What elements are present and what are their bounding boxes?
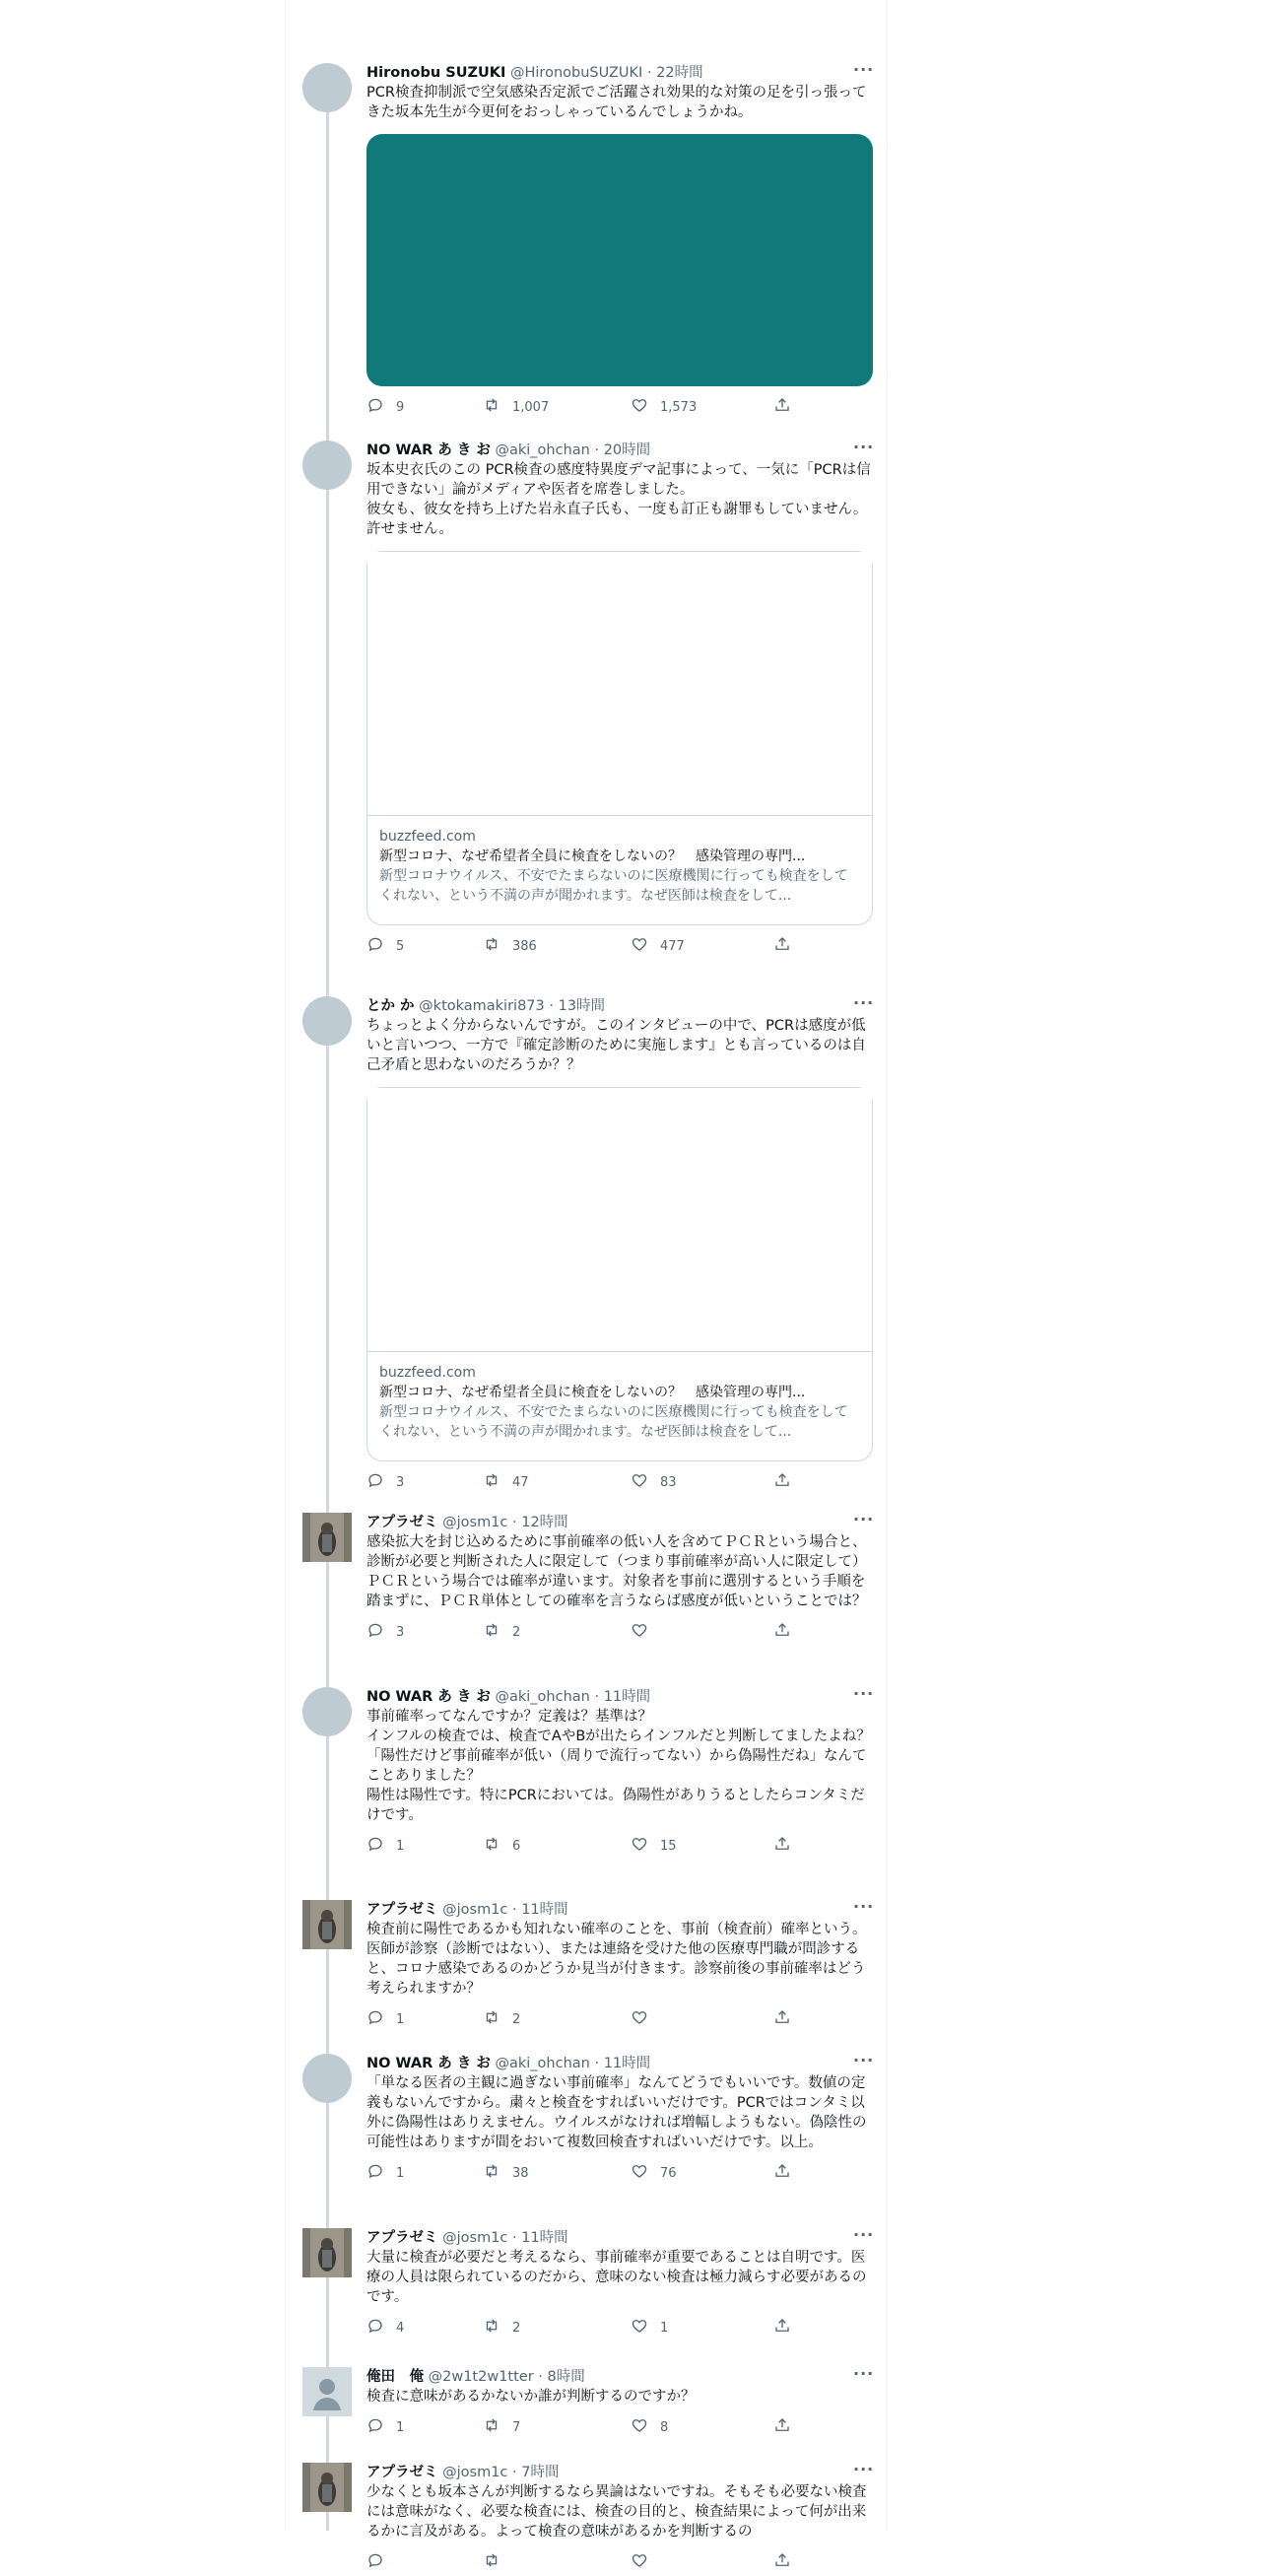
tweet-time[interactable]: · 7時間 — [512, 2465, 560, 2480]
reply-count: 9 — [396, 400, 405, 415]
like-button[interactable] — [631, 937, 685, 957]
avatar[interactable] — [302, 2463, 352, 2512]
reply-count: 1 — [396, 2420, 405, 2435]
like-button[interactable] — [631, 2553, 660, 2573]
tweet-actions — [366, 2418, 873, 2438]
avatar[interactable] — [302, 441, 352, 490]
reply-icon — [366, 2317, 396, 2341]
link-card-title: 新型コロナ、なぜ希望者全員に検査をしないの？ 感染管理の専門... — [379, 1385, 806, 1400]
reply-button[interactable] — [366, 1623, 404, 1643]
author-name[interactable]: Hironobu SUZUKI — [366, 65, 506, 81]
share-button[interactable] — [773, 398, 803, 418]
share-button[interactable] — [773, 2418, 803, 2438]
share-button[interactable] — [773, 1473, 803, 1493]
avatar[interactable] — [302, 63, 352, 112]
heart-icon — [631, 935, 660, 960]
more-options-icon[interactable]: ··· — [853, 2364, 875, 2383]
share-button[interactable] — [773, 2010, 803, 2030]
tweet-actions — [366, 937, 873, 957]
tweet-time[interactable]: · 11時間 — [512, 1902, 568, 1918]
share-icon — [773, 2551, 803, 2576]
like-count: 477 — [660, 939, 685, 954]
avatar[interactable] — [302, 996, 352, 1046]
retweet-count: 7 — [512, 2420, 521, 2435]
reply-count: 1 — [396, 1839, 405, 1854]
share-button[interactable] — [773, 937, 803, 957]
tweet-time[interactable]: · 20時間 — [594, 442, 651, 458]
author-handle[interactable]: @HironobuSUZUKI — [510, 65, 643, 81]
author-handle[interactable]: @aki_ohchan — [495, 1689, 590, 1705]
author-name[interactable]: アプラゼミ — [366, 1515, 438, 1530]
avatar[interactable] — [302, 1513, 352, 1562]
reply-button[interactable] — [366, 1473, 404, 1493]
tweet-text: 坂本史衣氏のこの PCR検査の感度特異度デマ記事によって、一気に「PCRは信用できない」論がメディアや医者を席巻しました。 彼女も、彼女を持ち上げた岩永直子氏も、一度も訂正も謝罪もしていません。 許せません。 — [366, 462, 871, 537]
share-icon — [773, 396, 803, 421]
like-button[interactable] — [631, 2164, 677, 2184]
like-button[interactable] — [631, 2010, 660, 2030]
tweet-time[interactable]: · 11時間 — [594, 2056, 651, 2071]
retweet-icon — [483, 2317, 512, 2341]
retweet-count: 2 — [512, 2321, 521, 2336]
tweet-text: ちょっとよく分からないんですが。このインタビューの中で、PCRは感度が低いと言いつつ、一方で『確定診断のために実施します』とも言っているのは自己矛盾と思わないのだろうか？？ — [366, 1018, 866, 1073]
like-button[interactable] — [631, 1473, 677, 1493]
tweet-text: 検査前に陽性であるかも知れない確率のことを、事前（検査前）確率という。医師が診察（診断ではない）、または連絡を受けた他の医療専門職が問診すると、コロナ感染であるのかどうか見当が付きます。診察前後の事前確率はどう考えられますか？ — [366, 1922, 867, 1997]
share-button[interactable] — [773, 2319, 803, 2339]
reply-button[interactable] — [366, 2164, 404, 2184]
reply-button[interactable] — [366, 2553, 396, 2573]
more-options-icon[interactable]: ··· — [853, 1510, 875, 1528]
retweet-button[interactable] — [483, 2319, 520, 2339]
reply-button[interactable] — [366, 937, 404, 957]
tweet-text: 感染拡大を封じ込めるために事前確率の低い人を含めてＰＣＲという場合と、診断が必要と判断された人に限定して（つまり事前確率が高い人に限定して）ＰＣＲという場合では確率が違います。対象者を事前に選別するという手順を踏まずに、ＰＣＲ単体としての確率を言うならば感度が低いということでは？ — [366, 1534, 867, 1609]
retweet-button[interactable] — [483, 2010, 520, 2030]
heart-icon — [631, 2317, 660, 2341]
reply-icon — [366, 935, 396, 960]
retweet-count: 47 — [512, 1475, 529, 1490]
more-options-icon[interactable]: ··· — [853, 2460, 875, 2478]
reply-count: 5 — [396, 939, 405, 954]
tweet-actions — [366, 1837, 873, 1857]
avatar[interactable] — [302, 1687, 352, 1736]
reply-button[interactable] — [366, 398, 404, 418]
heart-icon — [631, 1471, 660, 1496]
author-name[interactable]: NO WAR あ き お — [366, 2056, 491, 2071]
share-button[interactable] — [773, 2164, 803, 2184]
like-count: 76 — [660, 2166, 677, 2181]
tweet-text: 「単なる医者の主観に過ぎない事前確率」なんてどうでもいいです。数値の定義もないんですから。粛々と検査をすればいいだけです。PCRではコンタミ以外に偽陽性はありえません。ウイルスがなければ増幅しようもない。偽陰性の可能性はありますが間をおいて複数回検査すればいいだけです。以上。 — [366, 2075, 867, 2150]
reply-icon — [366, 396, 396, 421]
tweet-actions — [366, 1473, 873, 1493]
reply-button[interactable] — [366, 2319, 404, 2339]
author-handle[interactable]: @2w1t2w1tter — [428, 2369, 534, 2385]
retweet-button[interactable] — [483, 398, 549, 418]
share-icon — [773, 2416, 803, 2441]
reply-icon — [366, 1835, 396, 1860]
retweet-icon — [483, 1471, 512, 1496]
avatar[interactable] — [302, 2228, 352, 2277]
heart-icon — [631, 2551, 660, 2576]
more-options-icon[interactable]: ··· — [853, 1684, 875, 1703]
tweet-actions — [366, 2010, 873, 2030]
author-name[interactable]: NO WAR あ き お — [366, 1689, 491, 1705]
like-button[interactable] — [631, 2319, 668, 2339]
reply-count: 3 — [396, 1475, 405, 1490]
retweet-count: 38 — [512, 2166, 529, 2181]
share-button[interactable] — [773, 1623, 803, 1643]
tweet-actions — [366, 1623, 873, 1643]
retweet-button[interactable] — [483, 2553, 512, 2573]
retweet-count: 2 — [512, 2012, 521, 2027]
tweet-time[interactable]: · 12時間 — [512, 1515, 568, 1530]
tweet-actions — [366, 2164, 873, 2184]
reply-icon — [366, 2551, 396, 2576]
author-handle[interactable]: @josm1c — [442, 1515, 508, 1530]
retweet-icon — [483, 1835, 512, 1860]
link-card-domain: buzzfeed.com — [379, 829, 476, 845]
like-count: 1,573 — [660, 400, 698, 415]
author-name[interactable]: とか か — [366, 998, 415, 1014]
share-icon — [773, 1835, 803, 1860]
author-handle[interactable]: @ktokamakiri873 — [419, 998, 545, 1014]
retweet-count: 1,007 — [512, 400, 550, 415]
author-name[interactable]: アプラゼミ — [366, 2465, 438, 2480]
avatar[interactable] — [302, 2367, 352, 2416]
more-options-icon[interactable]: ··· — [853, 2225, 875, 2244]
more-options-icon[interactable]: ··· — [853, 2051, 875, 2069]
tweet-time[interactable]: · 11時間 — [512, 2230, 568, 2246]
retweet-icon — [483, 396, 512, 421]
like-count: 83 — [660, 1475, 677, 1490]
retweet-icon — [483, 935, 512, 960]
link-card-title: 新型コロナ、なぜ希望者全員に検査をしないの？ 感染管理の専門... — [379, 848, 806, 864]
retweet-button[interactable] — [483, 2164, 529, 2184]
author-handle[interactable]: @aki_ohchan — [495, 442, 590, 458]
tweet-time[interactable]: · 11時間 — [594, 1689, 651, 1705]
reply-count: 1 — [396, 2012, 405, 2027]
like-count: 8 — [660, 2420, 669, 2435]
author-name[interactable]: アプラゼミ — [366, 2230, 438, 2246]
tweet-text: 少なくとも坂本さんが判断するなら異論はないですね。そもそも必要ない検査には意味がなく、必要な検査には、検査の目的と、検査結果によって何が出来るかに言及がある。よって検査の意味があるかを判断するの — [366, 2484, 867, 2540]
link-card[interactable] — [366, 551, 873, 925]
more-options-icon[interactable]: ··· — [853, 438, 875, 456]
retweet-icon — [483, 2162, 512, 2187]
retweet-count: 386 — [512, 939, 537, 954]
reply-icon — [366, 1471, 396, 1496]
retweet-button[interactable] — [483, 2418, 520, 2438]
retweet-count: 6 — [512, 1839, 521, 1854]
reply-icon — [366, 1621, 396, 1646]
retweet-icon — [483, 2008, 512, 2033]
link-card-image — [367, 1088, 872, 1352]
tweet-actions — [366, 2319, 873, 2339]
link-card-description: 新型コロナウイルス、不安でたまらないのに医療機関に行っても検査をしてくれない、という不満の声が聞かれます。なぜ医師は検査をして... — [379, 868, 848, 904]
heart-icon — [631, 2008, 660, 2033]
heart-icon — [631, 2416, 660, 2441]
heart-icon — [631, 1835, 660, 1860]
retweet-button[interactable] — [483, 937, 537, 957]
share-icon — [773, 2008, 803, 2033]
retweet-button[interactable] — [483, 1473, 529, 1493]
tweet-time[interactable]: · 8時間 — [538, 2369, 585, 2385]
share-icon — [773, 2317, 803, 2341]
more-options-icon[interactable]: ··· — [853, 60, 875, 79]
share-icon — [773, 2162, 803, 2187]
heart-icon — [631, 2162, 660, 2187]
author-handle[interactable]: @josm1c — [442, 2230, 508, 2246]
heart-icon — [631, 1621, 660, 1646]
avatar[interactable] — [302, 1900, 352, 1949]
tweet-text: 検査に意味があるかないか誰が判断するのですか？ — [366, 2389, 696, 2405]
like-button[interactable] — [631, 398, 697, 418]
tweet-actions — [366, 398, 873, 418]
avatar[interactable] — [302, 2054, 352, 2103]
share-button[interactable] — [773, 2553, 803, 2573]
retweet-icon — [483, 2551, 512, 2576]
author-handle[interactable]: @aki_ohchan — [495, 2056, 590, 2071]
author-handle[interactable]: @josm1c — [442, 2465, 508, 2480]
retweet-icon — [483, 2416, 512, 2441]
reply-count: 4 — [396, 2321, 405, 2336]
share-icon — [773, 1471, 803, 1496]
share-icon — [773, 935, 803, 960]
reply-button[interactable] — [366, 2418, 404, 2438]
link-card-domain: buzzfeed.com — [379, 1365, 476, 1381]
more-options-icon[interactable]: ··· — [853, 993, 875, 1012]
reply-icon — [366, 2416, 396, 2441]
link-card-image — [367, 552, 872, 816]
tweet-actions — [366, 2553, 873, 2573]
share-button[interactable] — [773, 1837, 803, 1857]
link-card-description: 新型コロナウイルス、不安でたまらないのに医療機関に行っても検査をしてくれない、という不満の声が聞かれます。なぜ医師は検査をして... — [379, 1404, 848, 1440]
tweet-text: 大量に検査が必要だと考えるなら、事前確率が重要であることは自明です。医療の人員は限られているのだから、意味のない検査は極力減らす必要があるのです。 — [366, 2250, 867, 2305]
reply-button[interactable] — [366, 1837, 404, 1857]
like-button[interactable] — [631, 1837, 677, 1857]
author-handle[interactable]: @josm1c — [442, 1902, 508, 1918]
retweet-count: 2 — [512, 1625, 521, 1640]
more-options-icon[interactable]: ··· — [853, 1897, 875, 1916]
tweet-time[interactable]: · 13時間 — [549, 998, 606, 1014]
heart-icon — [631, 396, 660, 421]
tweet-text: PCR検査抑制派で空気感染否定派でご活躍され効果的な対策の足を引っ張ってきた坂本先生が今更何をおっしゃっているんでしょうかね。 — [366, 85, 867, 120]
reply-icon — [366, 2008, 396, 2033]
retweet-button[interactable] — [483, 1623, 520, 1643]
share-icon — [773, 1621, 803, 1646]
author-name[interactable]: 俺田 俺 — [366, 2369, 424, 2385]
reply-icon — [366, 2162, 396, 2187]
tweet-time[interactable]: · 22時間 — [646, 65, 703, 81]
reply-button[interactable] — [366, 2010, 404, 2030]
like-count: 15 — [660, 1839, 677, 1854]
like-count: 1 — [660, 2321, 669, 2336]
reply-count: 3 — [396, 1625, 405, 1640]
timeline-column — [285, 0, 888, 2540]
like-button[interactable] — [631, 2418, 668, 2438]
reply-count: 1 — [396, 2166, 405, 2181]
retweet-button[interactable] — [483, 1837, 520, 1857]
retweet-icon — [483, 1621, 512, 1646]
link-card[interactable] — [366, 1087, 873, 1461]
author-name[interactable]: NO WAR あ き お — [366, 442, 491, 458]
author-name[interactable]: アプラゼミ — [366, 1902, 438, 1918]
tweet-text: 事前確率ってなんですか？定義は？基準は？ インフルの検査では、検査でAやBが出たらインフルだと判断してましたよね？ 「陽性だけど事前確率が低い（周りで流行ってない）から偽陽性だね」なんてことありました？ 陽性は陽性です。特にPCRにおいては。偽陽性がありうるとしたらコンタミだけです。 — [366, 1709, 871, 1823]
like-button[interactable] — [631, 1623, 660, 1643]
tweet-media-image[interactable] — [366, 134, 873, 386]
